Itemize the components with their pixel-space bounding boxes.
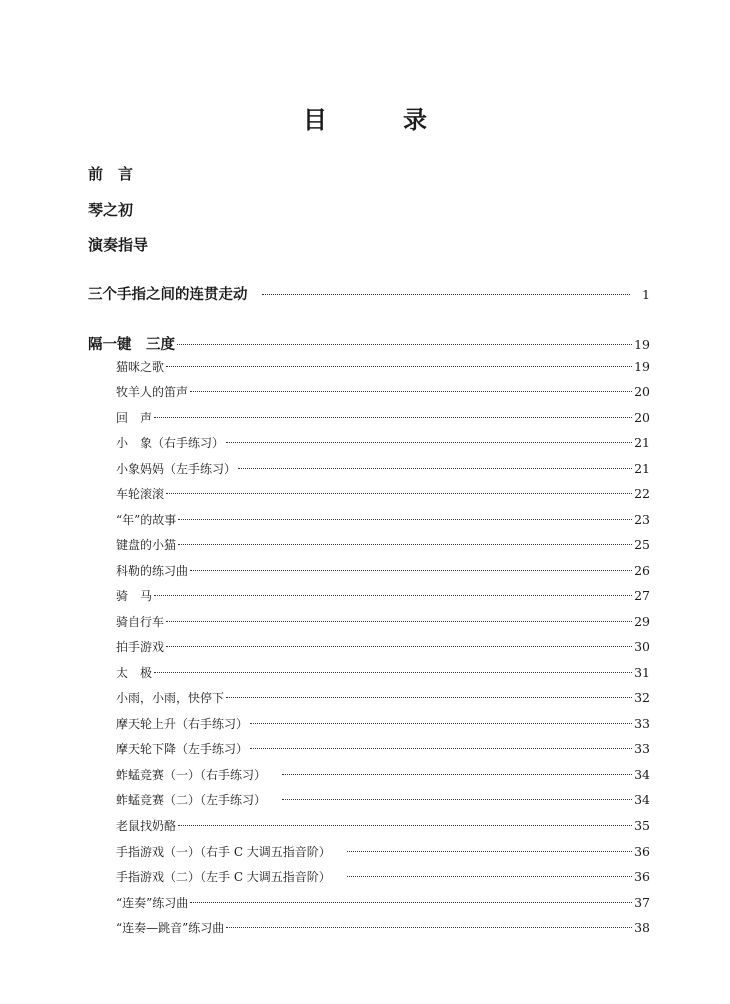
- dot-leader: [154, 595, 632, 596]
- front-matter-guide: 演奏指导: [88, 236, 149, 254]
- toc-page-number: 36: [634, 844, 650, 859]
- toc-page-number: 38: [634, 920, 650, 935]
- toc-entry-label: 小象妈妈（左手练习）: [116, 462, 237, 476]
- toc-entry-row[interactable]: [116, 817, 650, 837]
- dot-leader: [282, 774, 632, 775]
- toc-entry-row[interactable]: [116, 791, 650, 811]
- toc-entry-label: 手指游戏（一）（右手 C 大调五指音阶）: [116, 845, 331, 859]
- dot-leader: [282, 799, 632, 800]
- dot-leader: [347, 851, 632, 852]
- toc-page-number: 34: [634, 792, 650, 807]
- toc-page-number: 30: [634, 639, 650, 654]
- toc-entry-row[interactable]: [116, 919, 650, 939]
- toc-entry-row[interactable]: [116, 460, 650, 480]
- toc-entry-row[interactable]: [116, 868, 650, 888]
- toc-entry-row[interactable]: [116, 383, 650, 403]
- toc-entry-label: 骑 马: [116, 589, 153, 603]
- toc-entry-row[interactable]: [116, 562, 650, 582]
- toc-page-number: 26: [634, 563, 650, 578]
- toc-entry-row[interactable]: [116, 536, 650, 556]
- dot-leader: [190, 391, 632, 392]
- dot-leader: [190, 902, 632, 903]
- dot-leader: [250, 748, 632, 749]
- toc-entry-label: 车轮滚滚: [116, 487, 165, 501]
- toc-entry-label: 太 极: [116, 666, 153, 680]
- toc-section-row[interactable]: [88, 283, 650, 303]
- toc-entry-label: 猫咪之歌: [116, 360, 165, 374]
- toc-page-number: 29: [634, 614, 650, 629]
- toc-page-number: 25: [634, 537, 650, 552]
- dot-leader: [226, 927, 632, 928]
- toc-page-number: 32: [634, 690, 650, 705]
- toc-page-number: 35: [634, 818, 650, 833]
- toc-entry-label: “连奏”练习曲: [116, 896, 189, 910]
- toc-entry-label: 摩天轮上升（右手练习）: [116, 717, 249, 731]
- dot-leader: [154, 672, 632, 673]
- toc-entry-label: 蚱蜢竞赛（一）（右手练习）: [116, 768, 267, 782]
- toc-entry-label: 回 声: [116, 411, 153, 425]
- toc-entry-label: 老鼠找奶酪: [116, 819, 177, 833]
- toc-entry-label: 骑自行车: [116, 615, 165, 629]
- dot-leader: [190, 570, 632, 571]
- front-matter-preface: 前 言: [88, 165, 134, 183]
- toc-entry-row[interactable]: [116, 766, 650, 786]
- toc-page-number: 21: [634, 461, 650, 476]
- toc-page-number: 23: [634, 512, 650, 527]
- dot-leader: [166, 366, 632, 367]
- dot-leader: [347, 876, 632, 877]
- toc-page-number: 20: [634, 384, 650, 399]
- toc-section-row[interactable]: [88, 333, 650, 353]
- toc-entry-label: 拍手游戏: [116, 640, 165, 654]
- toc-entry-label: 小 象（右手练习）: [116, 436, 225, 450]
- toc-entry-row[interactable]: [116, 664, 650, 684]
- toc-entry-row[interactable]: [116, 485, 650, 505]
- dot-leader: [166, 646, 632, 647]
- toc-entry-row[interactable]: [116, 587, 650, 607]
- toc-entry-label: 手指游戏（二）（左手 C 大调五指音阶）: [116, 870, 331, 884]
- dot-leader: [226, 697, 632, 698]
- dot-leader: [226, 442, 632, 443]
- dot-leader: [166, 493, 632, 494]
- dot-leader: [166, 621, 632, 622]
- toc-page-number: 27: [634, 588, 650, 603]
- toc-page-number: 37: [634, 895, 650, 910]
- dot-leader: [250, 723, 632, 724]
- toc-entry-row[interactable]: [116, 358, 650, 378]
- toc-entry-row[interactable]: [116, 434, 650, 454]
- page-title: 目 录: [303, 105, 453, 134]
- dot-leader: [177, 344, 632, 345]
- toc-entry-label: 科勒的练习曲: [116, 564, 189, 578]
- dot-leader: [262, 294, 631, 295]
- toc-entry-label: 键盘的小猫: [116, 538, 177, 552]
- toc-entry-label: “连奏—跳音”练习曲: [116, 921, 225, 935]
- toc-page-number: 1: [642, 287, 650, 302]
- toc-entry-row[interactable]: [116, 638, 650, 658]
- toc-page-number: 31: [634, 665, 650, 680]
- toc-entry-label: 小雨，小雨，快停下: [116, 691, 225, 705]
- toc-entry-label: 蚱蜢竞赛（二）（左手练习）: [116, 793, 267, 807]
- toc-entry-row[interactable]: [116, 740, 650, 760]
- toc-page-number: 21: [634, 435, 650, 450]
- toc-page-number: 19: [634, 337, 650, 352]
- toc-page-number: 33: [634, 716, 650, 731]
- toc-entry-row[interactable]: [116, 409, 650, 429]
- toc-entry-label: 摩天轮下降（左手练习）: [116, 742, 249, 756]
- toc-entry-row[interactable]: [116, 894, 650, 914]
- toc-entry-row[interactable]: [116, 613, 650, 633]
- toc-page-number: 33: [634, 741, 650, 756]
- toc-page-number: 36: [634, 869, 650, 884]
- dot-leader: [238, 468, 632, 469]
- toc-page-number: 22: [634, 486, 650, 501]
- dot-leader: [178, 544, 632, 545]
- dot-leader: [178, 825, 632, 826]
- dot-leader: [154, 417, 632, 418]
- toc-entry-label: 牧羊人的笛声: [116, 385, 189, 399]
- toc-entry-row[interactable]: [116, 511, 650, 531]
- toc-page-number: 20: [634, 410, 650, 425]
- toc-entry-label: “年”的故事: [116, 513, 177, 527]
- dot-leader: [178, 519, 632, 520]
- toc-entry-row[interactable]: [116, 843, 650, 863]
- toc-page-number: 19: [634, 359, 650, 374]
- toc-section-label: 三个手指之间的连贯走动: [88, 286, 248, 303]
- toc-entry-row[interactable]: [116, 715, 650, 735]
- toc-page-number: 34: [634, 767, 650, 782]
- toc-section-label: 隔一键 三度: [88, 336, 175, 353]
- toc-entry-row[interactable]: [116, 689, 650, 709]
- front-matter-intro: 琴之初: [88, 201, 134, 219]
